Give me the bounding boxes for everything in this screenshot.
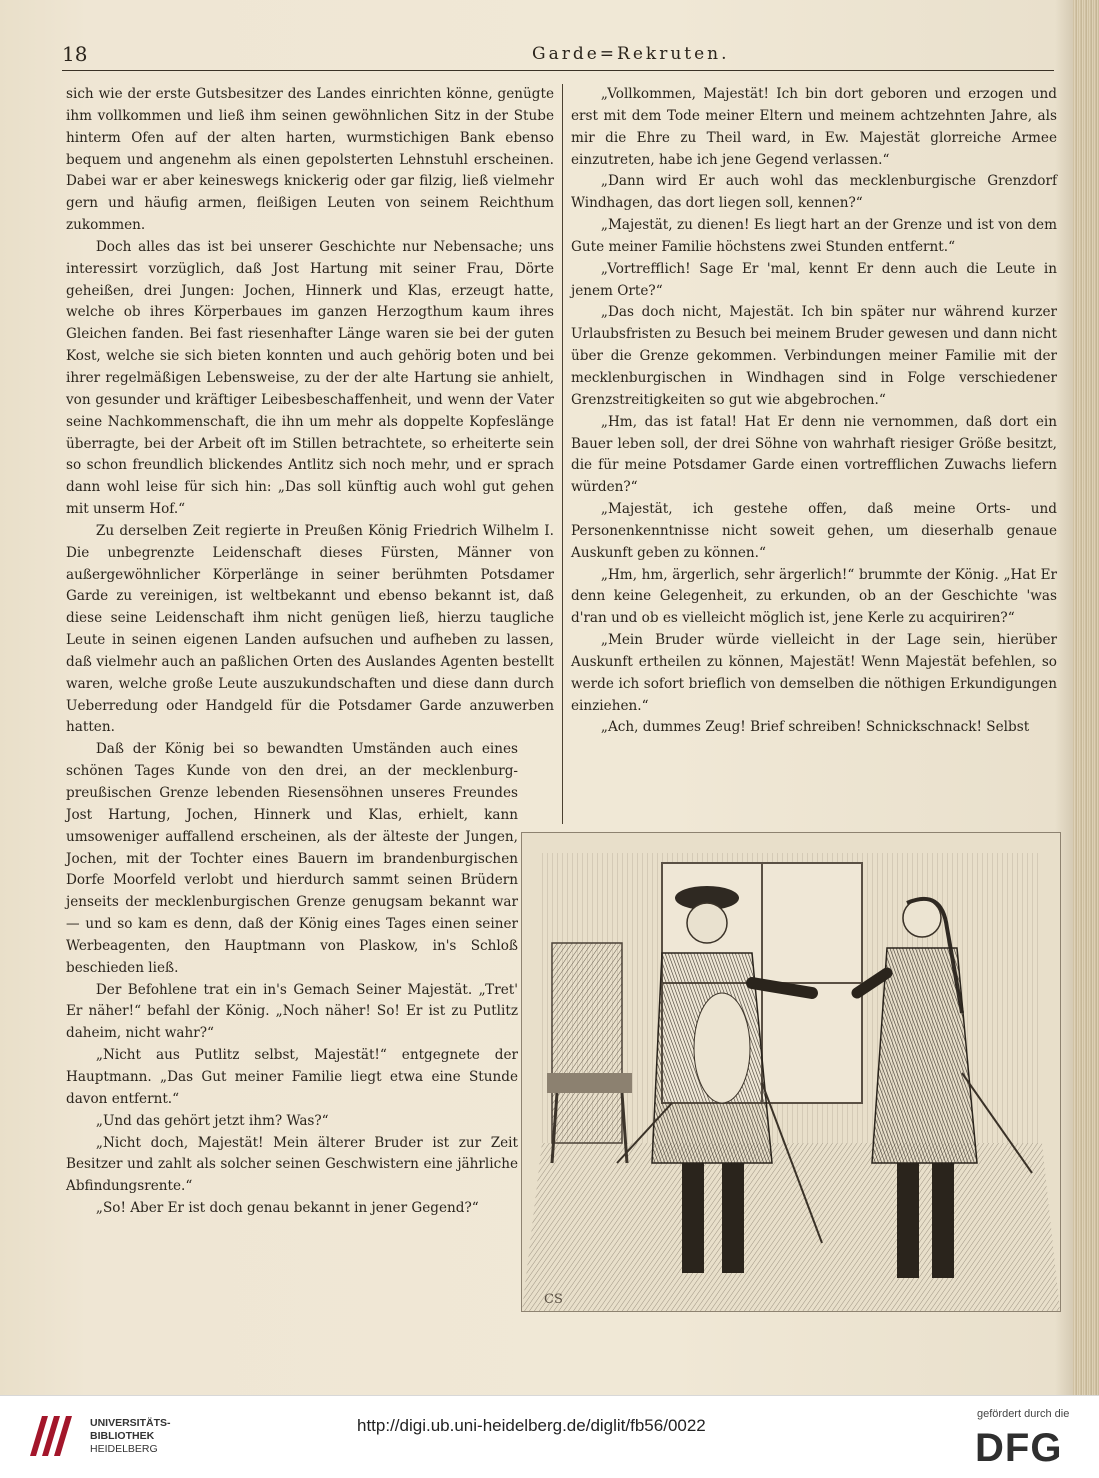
library-line-3: HEIDELBERG: [90, 1443, 158, 1455]
paragraph: Der Befohlene trat ein in's Gemach Seiner Majestät. „Tret' Er näher!“ befahl der König. „Noch näher! So! Er ist zu Putlitz daheim, nicht wahr?“: [66, 981, 518, 1042]
illustration-drawing: [522, 833, 1060, 1311]
paragraph: „Hm, das ist fatal! Hat Er denn nie vernommen, daß dort ein Bauer leben soll, der drei Söhne von wahrhaft riesiger Größe besitzt, die für meine Potsdamer Garde einen vortrefflichen Zuwachs liefern würden?“: [571, 413, 1057, 496]
wrapped-text: [66, 739, 518, 1220]
floor: [522, 1143, 1060, 1311]
paragraph: „So! Aber Er ist doch genau bekannt in jener Gegend?“: [95, 1200, 479, 1217]
illustration-signature: CS: [544, 1292, 563, 1307]
paragraph: „Vollkommen, Majestät! Ich bin dort geboren und erzogen und erst mit dem Tode meiner Eltern und meinem achtzehnten Jahre, als mir die Ehre zu Theil ward, in Ew. Majestät glorreiche Armee einzutreten, habe ich jene Gegend verlassen.“: [571, 86, 1057, 168]
library-line-1: UNIVERSITÄTS-: [90, 1417, 171, 1429]
left-column: [66, 84, 554, 1220]
digitization-footer: [0, 1395, 1099, 1478]
right-column: [571, 84, 1057, 739]
paragraph: „Majestät, zu dienen! Es liegt hart an der Grenze und ist von dem Gute meiner Familie höchstens zwei Stunden entfernt.“: [571, 217, 1057, 255]
permalink-url[interactable]: http://digi.ub.uni-heidelberg.de/diglit/fb56/0022: [357, 1416, 706, 1435]
university-library-logo-icon: [22, 1408, 78, 1464]
paragraph: Doch alles das ist bei unserer Geschichte nur Nebensache; uns interessirt vorzüglich, daß Jost Hartung mit seiner Frau, Dörte geheißen, drei Jungen: Jochen, Hinnerk und Klas, erzeugt hatte, welche ob ihres Körperbaues im ganzen Herzogthum kaum ihres Gleichen fanden. Bei fast riesenhafter Länge waren sie bei der guten Kost, welche sie sich bieten konnten und auch gehörig boten und bei ihrer regelmäßigen Lebensweise, zu der der alte Hartung sie anhielt, von gesunder und kräftiger Leibesbeschaffenheit, und wenn der Vater seine Nachkommenschaft, die ihn um mehr als doppelte Kopfeslänge überragte, bei der Arbeit oft im Stillen betrachtete, so erheiterte sein so schon freundlich blickendes Antlitz sich noch mehr, und er sprach dann wohl leise für sich hin: „Das soll künftig auch wohl gut gehen mit unserm Hof.“: [66, 238, 554, 518]
page-header: [62, 40, 1054, 71]
armchair: [547, 943, 632, 1163]
paragraph: „Vortrefflich! Sage Er 'mal, kennt Er denn auch die Leute in jenem Orte?“: [571, 260, 1057, 299]
running-title: Garde=Rekruten.: [532, 44, 730, 64]
paragraph: Daß der König bei so bewandten Umständen auch eines schönen Tages Kunde von den drei, an der mecklenburg-preußischen Grenze lebenden Riesensöhnen unseres Freundes Jost Hartung, Jochen, Hinnerk und Klas, erhielt, kann umsoweniger auffallend erscheinen, als der älteste der Jungen, Jochen, mit der Tochter eines Bauern im brandenburgischen Dorfe Moorfeld verlobt und hierdurch sammt seinen Brüdern jenseits der mecklenburgischen Grenze genugsam bekannt war — und so kam es denn, daß der König eines Tages einen seiner Werbeagenten, den Hauptmann von Plaskow, in's Schloß beschieden ließ.: [66, 741, 518, 976]
funding-note: gefördert durch die: [977, 1408, 1070, 1420]
page-number: 18: [62, 42, 88, 66]
paragraph: „Dann wird Er auch wohl das mecklenburgische Grenzdorf Windhagen, das dort liegen soll, kennen?“: [571, 173, 1057, 212]
library-name: [90, 1417, 171, 1456]
paragraph: sich wie der erste Gutsbesitzer des Landes einrichten könne, genügte ihm vollkommen und ließ ihm seinen gewöhnlichen Sitz in der Stube hinterm Ofen auf der alten harten, wurmstichigen Bank ebenso bequem und angenehm als einen gepolsterten Lehnstuhl erscheinen. Dabei war er aber keineswegs knickerig oder gar filzig, ließ vielmehr gern und häufig armen, fleißigen Leuten von seinem Reichthum zukommen.: [66, 86, 554, 234]
page-edge: [1073, 0, 1099, 1395]
column-divider: [562, 84, 563, 824]
paragraph: „Das doch nicht, Majestät. Ich bin später nur während kurzer Urlaubsfristen zu Besuch bei meinem Bruder gewesen und dann nicht über die Grenze gekommen. Verbindungen meiner Familie mit der mecklenburgischen in Windhagen sind in Folge verschiedener Grenzstreitigkeiten so gut wie abgebrochen.“: [571, 304, 1057, 408]
paragraph: „Majestät, ich gestehe offen, daß meine Orts- und Personenkenntnisse nicht soweit gehen, um dieserhalb genaue Auskunft geben zu können.“: [571, 501, 1057, 561]
paragraph: „Mein Bruder würde vielleicht in der Lage sein, hierüber Auskunft ertheilen zu können, Majestät! Wenn Majestät befehlen, so werde ich sofort brieflich von demselben die nöthigen Erkundigungen einziehen.“: [571, 632, 1057, 714]
paragraph: „Und das gehört jetzt ihm? Was?“: [95, 1112, 329, 1129]
library-line-2: BIBLIOTHEK: [90, 1430, 155, 1442]
dfg-logo: DFG: [975, 1426, 1063, 1470]
paragraph: „Ach, dummes Zeug! Brief schreiben! Schnickschnack! Selbst: [600, 719, 1030, 736]
paragraph: „Hm, hm, ärgerlich, sehr ärgerlich!“ brummte der König. „Hat Er denn keine Gelegenheit, zu erkunden, ob an der Geschichte 'was d'ran und ob es vielleicht möglich ist, jene Kerle zu acquiriren?“: [571, 566, 1057, 627]
paragraph: „Nicht aus Putlitz selbst, Majestät!“ entgegnete der Hauptmann. „Das Gut meiner Familie liegt etwa eine Stunde davon entfernt.“: [66, 1047, 518, 1107]
engraving-illustration: [521, 832, 1061, 1312]
paragraph: Zu derselben Zeit regierte in Preußen König Friedrich Wilhelm I. Die unbegrenzte Leidenschaft dieses Fürsten, Männer von außergewöhnlicher Körperlänge in seiner berühmten Potsdamer Garde zu vereinigen, ist weltbekannt und ebenso bekannt ist, daß diese seine Leidenschaft ihm nicht genügen ließ, hierzu taugliche Leute in seinen eigenen Landen aufsuchen und aufheben zu lassen, daß vielmehr auch an paßlichen Orten des Auslandes Agenten bestellt waren, welche große Leute auszukundschaften und diese dann durch Ueberredung oder Handgeld für die Potsdamer Garde anzuwerben hatten.: [66, 522, 554, 736]
paragraph: „Nicht doch, Majestät! Mein älterer Bruder ist zur Zeit Besitzer und zahlt als solcher seinen Geschwistern eine jährliche Abfindungsrente.“: [66, 1134, 518, 1195]
